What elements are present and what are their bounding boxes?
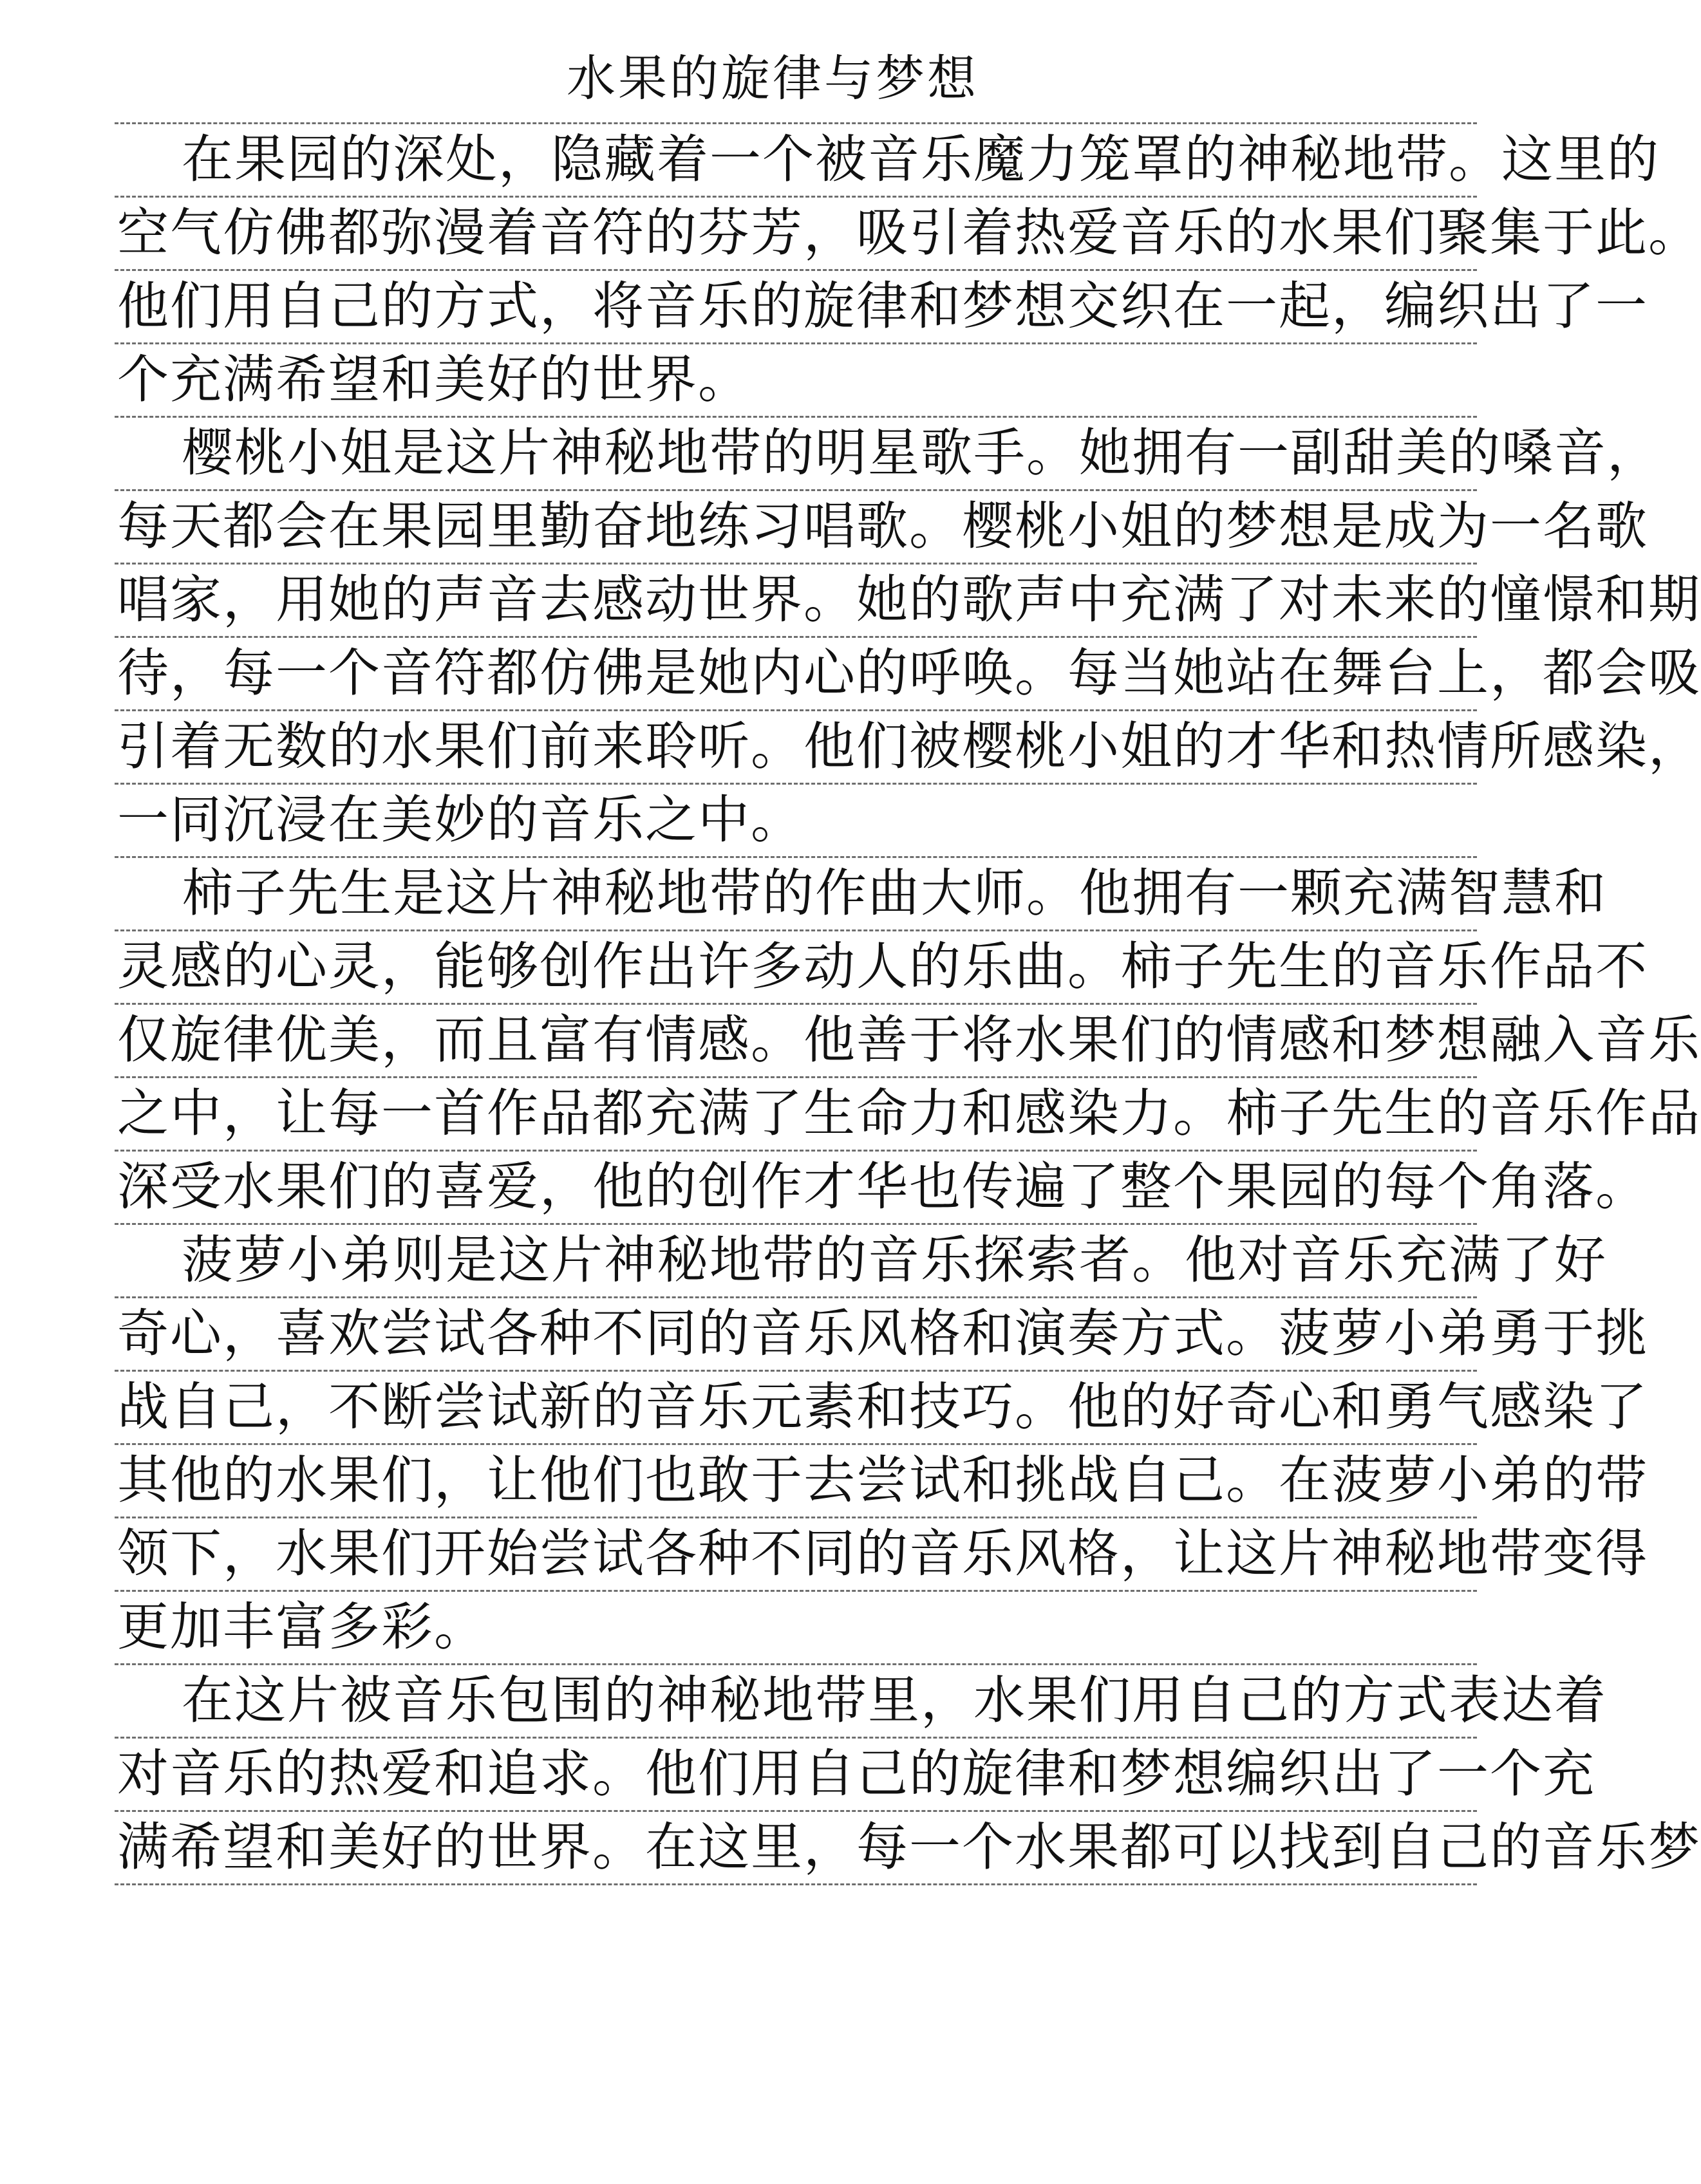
text-line: 仅旋律优美，而且富有情感。他善于将水果们的情感和梦想融入音乐 xyxy=(117,1010,1701,1070)
ruled-line xyxy=(115,1883,1477,1885)
text-line: 其他的水果们，让他们也敢于去尝试和挑战自己。在菠萝小弟的带 xyxy=(117,1450,1648,1510)
text-line: 领下，水果们开始尝试各种不同的音乐风格，让这片神秘地带变得 xyxy=(117,1524,1648,1583)
paragraph-first-line: 在果园的深处，隐藏着一个被音乐魔力笼罩的神秘地带。这里的 xyxy=(182,129,1660,189)
text-line: 个充满希望和美好的世界。 xyxy=(117,350,751,409)
text-line: 待，每一个音符都仿佛是她内心的呼唤。每当她站在舞台上，都会吸 xyxy=(117,643,1701,703)
text-line: 之中，让每一首作品都充满了生命力和感染力。柿子先生的音乐作品 xyxy=(117,1083,1701,1143)
text-line: 奇心，喜欢尝试各种不同的音乐风格和演奏方式。菠萝小弟勇于挑 xyxy=(117,1303,1648,1363)
text-line: 深受水果们的喜爱，他的创作才华也传遍了整个果园的每个角落。 xyxy=(117,1157,1648,1217)
text-line: 战自己，不断尝试新的音乐元素和技巧。他的好奇心和勇气感染了 xyxy=(117,1377,1648,1437)
text-line: 对音乐的热爱和追求。他们用自己的旋律和梦想编织出了一个充 xyxy=(117,1744,1595,1804)
paragraph-first-line: 柿子先生是这片神秘地带的作曲大师。他拥有一颗充满智慧和 xyxy=(182,863,1607,923)
text-line: 唱家，用她的声音去感动世界。她的歌声中充满了对未来的憧憬和期 xyxy=(117,570,1701,630)
text-line: 一同沉浸在美妙的音乐之中。 xyxy=(117,790,804,850)
page-title: 水果的旋律与梦想 xyxy=(567,50,979,107)
text-line: 满希望和美好的世界。在这里，每一个水果都可以找到自己的音乐梦 xyxy=(117,1817,1701,1877)
paragraph-first-line: 菠萝小弟则是这片神秘地带的音乐探索者。他对音乐充满了好 xyxy=(182,1230,1607,1290)
text-line: 空气仿佛都弥漫着音符的芬芳，吸引着热爱音乐的水果们聚集于此。 xyxy=(117,203,1701,263)
text-line: 引着无数的水果们前来聆听。他们被樱桃小姐的才华和热情所感染， xyxy=(117,716,1701,776)
text-line: 他们用自己的方式，将音乐的旋律和梦想交织在一起，编织出了一 xyxy=(117,276,1648,336)
text-line: 更加丰富多彩。 xyxy=(117,1597,487,1657)
paragraph-first-line: 在这片被音乐包围的神秘地带里，水果们用自己的方式表达着 xyxy=(182,1670,1607,1730)
text-line: 灵感的心灵，能够创作出许多动人的乐曲。柿子先生的音乐作品不 xyxy=(117,937,1648,996)
text-line: 每天都会在果园里勤奋地练习唱歌。樱桃小姐的梦想是成为一名歌 xyxy=(117,496,1648,556)
paragraph-first-line: 樱桃小姐是这片神秘地带的明星歌手。她拥有一副甜美的嗓音， xyxy=(182,423,1660,483)
